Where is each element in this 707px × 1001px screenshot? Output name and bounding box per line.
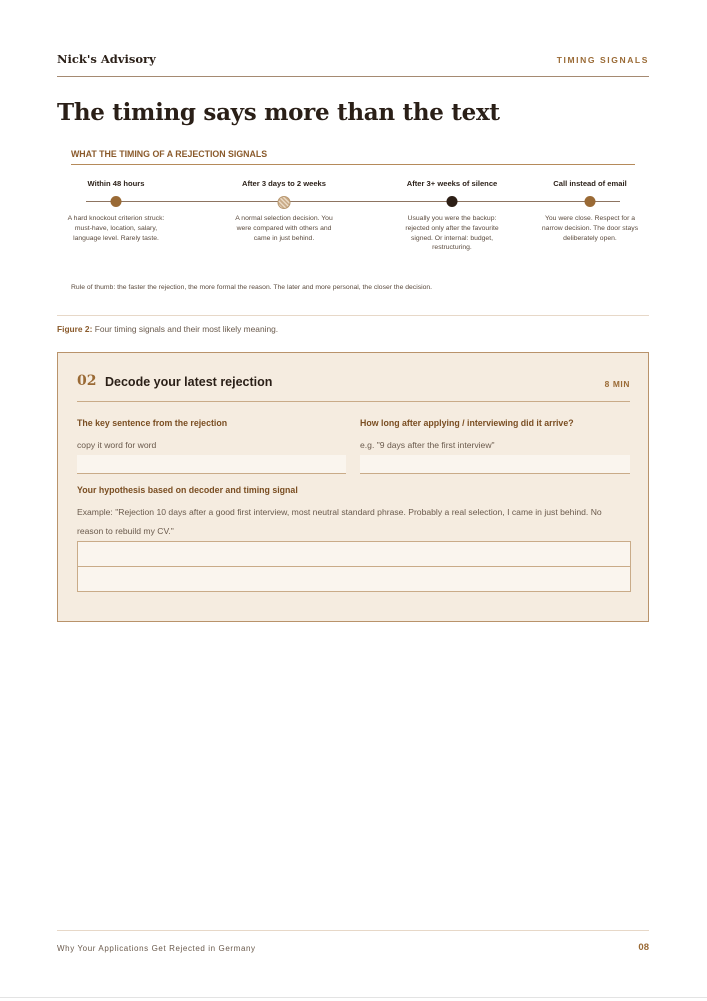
timeline-marker: [111, 196, 122, 207]
timing-hint: e.g. "9 days after the first interview": [360, 440, 495, 450]
timeline-point-label: After 3 days to 2 weeks: [242, 179, 326, 188]
exercise-duration: 8 MIN: [604, 379, 630, 389]
figure-heading: WHAT THE TIMING OF A REJECTION SIGNALS: [71, 149, 268, 159]
figure-caption: [57, 324, 278, 334]
timeline-marker: [585, 196, 596, 207]
timeline-point-label: Within 48 hours: [87, 179, 145, 188]
page-number: 08: [638, 942, 649, 953]
rule-of-thumb: Rule of thumb: the faster the rejection, the more formal the reason. The later and more personal, the closer the decision.: [71, 284, 433, 291]
brand-name: Nick's Advisory: [57, 52, 156, 66]
timeline-point-description: A hard knockout criterion struck: must-have, location, salary, language level. Rarely taste.: [67, 215, 165, 242]
timeline-marker: [447, 196, 458, 207]
hypothesis-hint: Example: "Rejection 10 days after a good first interview, most neutral standard phrase. Probably a real selection, I came in just behind. No reason to rebuild my CV.": [77, 507, 602, 536]
exercise-title: Decode your latest rejection: [105, 375, 273, 389]
footer-document-title: Why Your Applications Get Rejected in Germany: [57, 944, 256, 953]
exercise-number: 02: [77, 373, 97, 389]
key-sentence-hint: copy it word for word: [77, 440, 157, 450]
exercise-box: [57, 352, 649, 622]
timing-label: How long after applying / interviewing did it arrive?: [360, 418, 574, 428]
page-edge: [0, 997, 707, 998]
timeline-point-label: After 3+ weeks of silence: [406, 179, 498, 188]
timeline-point-description: Usually you were the backup: rejected only after the favourite signed. Or internal: budget, restructuring.: [405, 215, 499, 252]
timeline-point-description: A normal selection decision. You were compared with others and came in just behind.: [235, 215, 333, 242]
key-sentence-field[interactable]: [77, 455, 346, 474]
hypothesis-label: Your hypothesis based on decoder and timing signal: [77, 485, 298, 495]
timeline-marker: [278, 196, 291, 209]
exercise-divider: [77, 401, 630, 402]
writing-line: [78, 566, 630, 567]
hypothesis-field[interactable]: [77, 541, 631, 592]
header-divider: [57, 76, 649, 77]
caption-text: Four timing signals and their most likely meaning.: [92, 324, 279, 334]
caption-label: Figure 2:: [57, 324, 93, 334]
timing-field[interactable]: [360, 455, 630, 474]
page-title: The timing says more than the text: [57, 99, 500, 126]
figure-heading-divider: [71, 164, 635, 165]
figure-divider: [57, 315, 649, 316]
timeline-point-description: You were close. Respect for a narrow decision. The door stays deliberately open.: [541, 215, 639, 242]
timeline-point-label: Call instead of email: [553, 179, 627, 188]
section-tag: TIMING SIGNALS: [556, 55, 649, 65]
timeline-axis: [86, 201, 620, 202]
key-sentence-label: The key sentence from the rejection: [77, 418, 228, 428]
footer-divider: [57, 930, 649, 931]
